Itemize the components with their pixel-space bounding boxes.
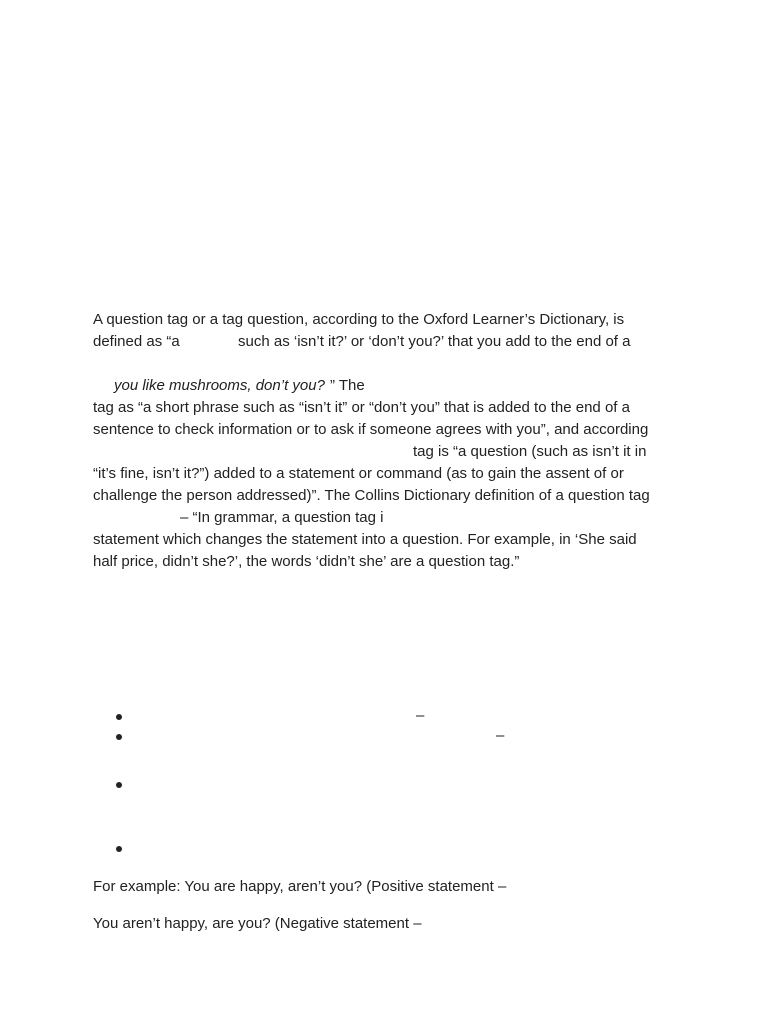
example-positive: For example: You are happy, aren’t you? (Positive statement – [93,878,507,895]
paragraph-line: challenge the person addressed)”. The Collins Dictionary definition of a question tag [93,487,650,504]
paragraph-line: half price, didn’t she?’, the words ‘didn’t she’ are a question tag.” [93,553,520,570]
paragraph-line: ” The [330,377,365,394]
paragraph-line: “it’s fine, isn’t it?”) added to a statement or command (as to gain the assent of or [93,465,624,482]
paragraph-line: A question tag or a tag question, according to the Oxford Learner’s Dictionary, is [93,311,625,328]
bullet-icon [116,846,122,852]
bullet-icon [116,782,122,788]
paragraph-line: statement which changes the statement into a question. For example, in ‘She said [93,531,637,548]
paragraph-line: tag as “a short phrase such as “isn’t it” or “don’t you” that is added to the end of a [93,399,630,416]
list-item-text: – [416,707,425,724]
paragraph-line-italic: you like mushrooms, don’t you? [114,377,325,394]
bullet-icon [116,714,122,720]
paragraph-line: – “In grammar, a question tag i [180,509,384,526]
list-item-text: – [496,727,505,744]
bullet-icon [116,734,122,740]
example-negative: You aren’t happy, are you? (Negative statement – [93,915,422,932]
paragraph-line: defined as “a [93,333,180,350]
paragraph-line: such as ‘isn’t it?’ or ‘don’t you?’ that you add to the end of a [238,333,631,350]
paragraph-line: tag is “a question (such as isn’t it in [413,443,647,460]
paragraph-line: sentence to check information or to ask if someone agrees with you”, and according [93,421,649,438]
